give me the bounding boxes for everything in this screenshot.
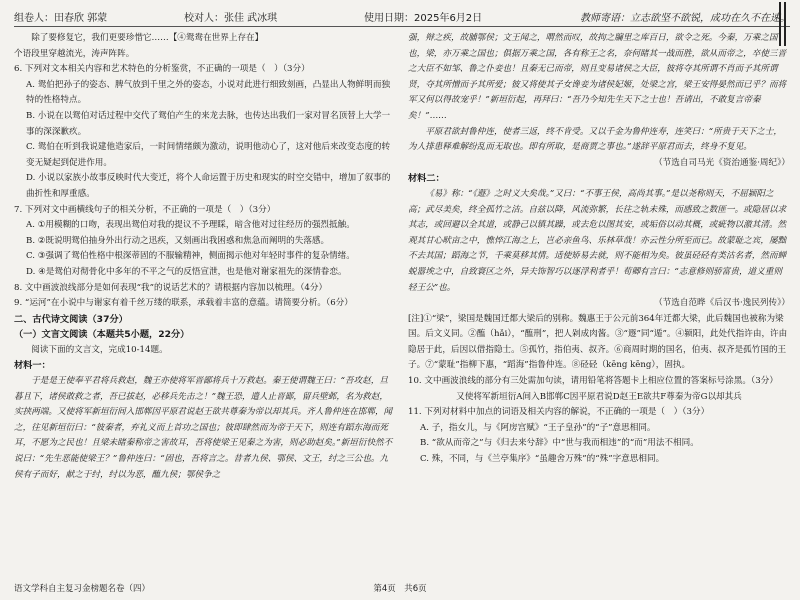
date-label: 使用日期：2025年6月2日 [364, 12, 483, 24]
option-6b: B. 小说在以鸳伯对话过程中交代了鸳伯产生的来龙去脉，也传达出我们一家对冒名顶替上大学一事的深深歉疚。 [26, 110, 391, 137]
option-7a: A. ①用模糊的口吻，表现出鸳伯对我的提议不予理睬，暗含他对过往经历的强烈抵触。 [26, 220, 355, 231]
question-6: 6. 下列对文本相关内容和艺术特色的分析鉴赏，不正确的一项是（ ）（3分） [14, 64, 310, 75]
punctuation-options: 又使将军新垣衍A间入B邯郸C因平原君说D赵王E欲共F尊秦为帝G以却其兵 [456, 391, 742, 402]
reading-instruction: 阅读下面的文言文，完成10-14题。 [31, 344, 168, 355]
option-7c: C. ③强调了鸳伯性格中根深蒂固的不服输精神，侧面揭示他对年轻时事件的复杂情绪。 [26, 251, 355, 262]
question-11: 11. 下列对材料中加点的词语及相关内容的解说，不正确的一项是（ ）（3分） [408, 407, 710, 418]
author-label: 组卷人：田春欣 郭蒙 [14, 12, 108, 24]
checker-label: 校对人：张佳 武冰琪 [184, 12, 278, 24]
option-11a: A. 子，指女儿，与《阿房宫赋》“王子皇孙”的“子”意思相同。 [420, 422, 656, 433]
option-7d: D. ④是鸳伯对彻骨化中多年的不平之气的反悟宣泄，也是他对谢家祖先的深情眷恋。 [26, 266, 347, 277]
material-label: 材料二： [408, 173, 445, 185]
annotation-note: [注]①“梁”，梁国是魏国迁都大梁后的别称。魏惠王于公元前364年迁都大梁，此后魏国也被称为梁国。后文义同。②醢（hǎi），“醢刑”，把人剁成肉酱。③“遯”同“遁”。④颍阳，此处代指许由，许由隐居于此，后因以借指隐士。⑤孤竹，指伯夷、叔齐。⑥商周时期的国名，伯夷、叔齐是孤竹国的王子。⑦“蒙耻”指柳下惠，“蹈海”指鲁仲连。⑧硁硁（kēng kēng），固执。 [408, 313, 788, 371]
option-11b: B. “欲从而帝之”与《归去来兮辞》中“世与我而相违”的“而”用法不相同。 [420, 438, 699, 449]
page-total: 共6页 [404, 584, 427, 594]
passage-paragraph: 强，辩之疾，故脯鄂侯；文王闻之，喟然而叹，故拘之牖里之库百日，欲令之死。今秦，万乘之国也，梁，亦万乘之国也；俱据万乘之国，各有称王之名，奈何睹其一战而胜，欲从而帝之，卒使三晋之大臣不如邹、鲁之仆妾也！且秦无已而帝，则且变易诸侯之大臣，彼将夺其所谓不肖而予其所谓贤，夺其所憎而予其所爱；彼又将使其子女谗妾为诸侯妃姬，处梁之宫，梁王安得晏然而已乎？而将军又何以得故宠乎！”新垣衍起，再拜曰：“吾乃今知先生天下之士也！吾请出，不敢复言帝秦矣！”…… [408, 33, 787, 121]
question-7: 7. 下列对文中画横线句子的相关分析，不正确的一项是（ ）（3分） [14, 204, 276, 215]
subsection-heading: （一）文言文阅读（本题共5小题，22分） [14, 329, 190, 341]
option-7b: B. ②既说明鸳伯抽身外出行动之迅疾，又刻画出我困惑和焦急而阐明的失落感。 [26, 235, 330, 246]
passage-paragraph: 《易》称：“《遯》之时义大矣哉。”又曰：“不事王侯，高尚其事。”是以尧称则天，不屈颍阳之高；武尽美矣，终全孤竹之洁。自兹以降，风流弥繁，长往之轨未殊，而感致之数匪一。或隐居以求其志，或回避以全其道，或静己以镇其躁，或去危以图其安，或垢俗以动其概，或疵物以激其清。然观其甘心畎亩之中，憔悴江海之上，岂必亲鱼鸟、乐林草哉！亦云性分所至而已。故蒙耻之宾，屡黜不去其国；蹈海之节，千乘莫移其情。适使矫易去就，则不能相为矣。彼虽硁硁有类沽名者，然而蝉蜕嚣埃之中，自致寰区之外，异夫饰智巧以逐浮利者乎！荀卿有言曰：“志意修则骄富贵，道义重则轻王公”也。 [408, 188, 787, 293]
text-line: 个语段里穿越流光，涛声阵阵。 [14, 48, 135, 59]
teacher-motto: 教师寄语：立志欲坚不欲锐，成功在久不在速。 [580, 12, 790, 24]
passage-paragraph: 于是是王使奉平君将兵救赵，魏王亦使将军晋鄙将兵十万救赵。秦王使谓魏王曰：“吾攻赵，旦暮且下，诸侯敢救之者，吾已拔赵，必移兵先击之！”魏王恐，遣人止晋鄙，留兵壁邺，名为救赵，实挟两端。又使将军新垣衍间入邯郸因平原君说赵王欲共尊秦为帝以却其兵。齐人鲁仲连在邯郸，闻之，往见新垣衍曰：“彼秦者，弃礼义而上首功之国也；彼即肆然而为帝于天下，则连有蹈东海而死耳，不愿为之民也！且梁未睹秦称帝之害故耳，吾将使梁王见秦之为害，则必助赵矣。”新垣衍快然不说曰：“先生恶能使梁王？”鲁仲连曰：“固也，吾将言之。昔者九侯、鄂侯、文王，纣之三公也。九侯有子而好，献之于纣，纣以为恶，醢九侯；鄂侯争之 [14, 376, 393, 480]
source-citation: （节选自司马光《资治通鉴·周纪》） [654, 157, 790, 168]
option-11c: C. 殊，不同，与《兰亭集序》“虽趣舍万殊”的“殊”字意思相同。 [420, 454, 665, 465]
question-8: 8. 文中画波浪线部分是如何表现“我”的说话艺术的？请根据内容加以梳理。（4分） [14, 282, 328, 293]
binding-mark [779, 2, 786, 46]
option-6c: C. 鸳伯在听到我说建他造家后，一时间情绪颇为激动，说明他动心了，这对他后来改变态度的转变无疑起到促进作用。 [26, 142, 391, 168]
page-number [271, 582, 528, 594]
question-10: 10. 文中画波浪线的部分有三处需加句读，请用铅笔将答题卡上相应位置的答案标号涂黑。（3分） [408, 376, 778, 387]
passage-paragraph: 平原君欲封鲁仲连，使者三返，终不肯受。又以千金为鲁仲连寿，连笑曰：“所贵于天下之士，为人排患释难解纷乱而无取也。即有所取，是商贾之事也。”遂辞平原君而去，终身不复见。 [408, 126, 782, 153]
footer-spacer [529, 582, 786, 594]
content-columns [14, 31, 790, 571]
left-column [14, 31, 396, 571]
material-label: 材料一： [14, 360, 51, 372]
option-6a: A. 鸳伯把孙子的姿态、脾气放到千里之外的姿态，小说对此进行细致刻画，凸显出人物鲜明而独特的性格特点。 [26, 79, 391, 106]
page-header [14, 6, 790, 27]
source-citation: （节选自范晔《后汉书·逸民列传》） [654, 298, 790, 309]
question-9: 9. “运河”在小说中与谢家有着千丝万缕的联系，承载着丰富的意蕴。请简要分析。（6分） [14, 298, 353, 309]
page-current: 第4页 [373, 584, 396, 594]
section-heading: 二、古代诗文阅读（37分） [14, 313, 128, 325]
text-line: 除了要修复它，我们更要珍惜它……【④鸳鸯在世界上存在】 [31, 33, 264, 43]
exam-title: 语文学科自主复习金榜题名卷（四） [14, 584, 151, 594]
page-footer [14, 582, 786, 594]
option-6d: D. 小说以家族小故事反映时代大变迁，将个人命运置于历史和现实的时空交错中，增加了叙事的曲折性和厚重感。 [26, 173, 391, 199]
right-column [408, 31, 790, 571]
